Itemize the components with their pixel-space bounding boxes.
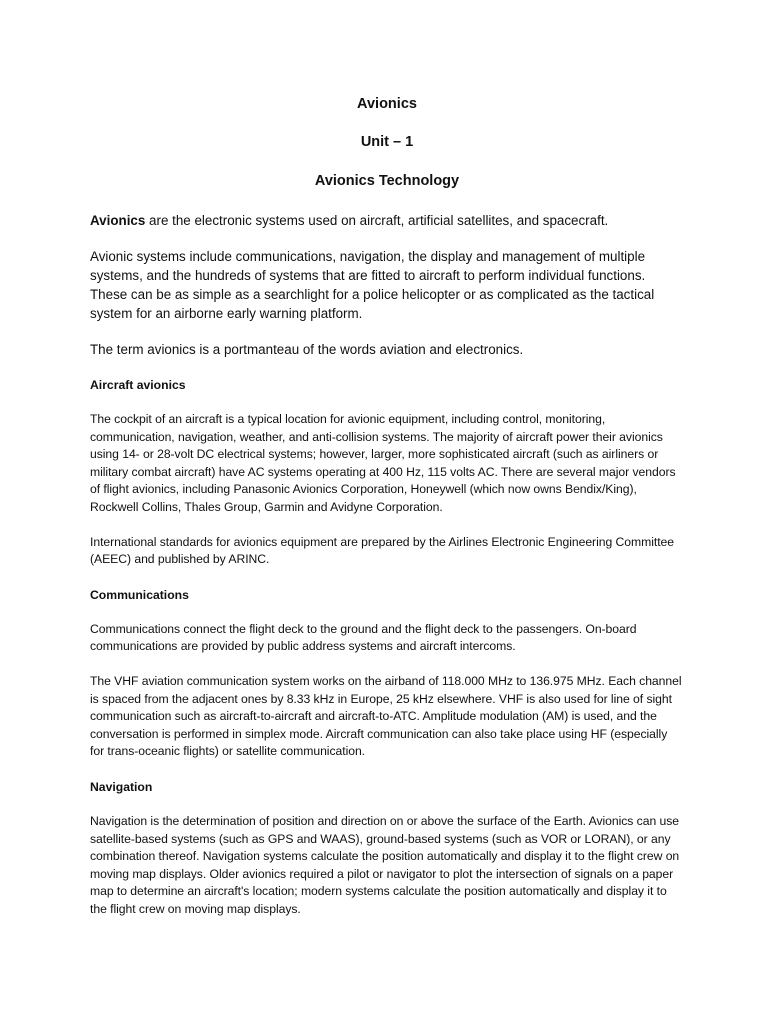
document-page: [90, 94, 684, 935]
intro-paragraph: [90, 211, 684, 230]
navigation-heading: Navigation: [90, 779, 153, 794]
aircraft-avionics-paragraph-1: The cockpit of an aircraft is a typical location for avionic equipment, including control, monitoring, communication, navigation, weather, and anti-collision systems. The majority of aircraft power their avionics using 14- or 28-volt DC electrical systems; however, larger, more sophisticated aircraft (such as airliners or military combat aircraft) have AC systems operating at 400 Hz, 115 volts AC. There are several major vendors of flight avionics, including Panasonic Avionics Corporation, Honeywell (which now owns Bendix/King), Rockwell Collins, Thales Group, Garmin and Avidyne Corporation.: [90, 412, 676, 514]
portmanteau-paragraph: The term avionics is a portmanteau of the words aviation and electronics.: [90, 342, 524, 357]
aircraft-avionics-paragraph-2: International standards for avionics equipment are prepared by the Airlines Electronic Engineering Committee (AEEC) and published by ARINC.: [90, 534, 674, 567]
systems-paragraph: Avionic systems include communications, navigation, the display and management of multiple systems, and the hundreds of systems that are fitted to aircraft to perform individual functions. These can be as simple as a searchlight for a police helicopter or as complicated as the tactical system for an airborne early warning platform.: [90, 249, 655, 321]
document-title: Avionics: [357, 96, 417, 112]
navigation-paragraph-1: Navigation is the determination of position and direction on or above the surface of the Earth. Avionics can use satellite-based systems (such as GPS and WAAS), ground-based systems (such as VOR or LORAN), or any combination thereof. Navigation systems calculate the position automatically and display it to the flight crew on moving map displays. Older avionics required a pilot or navigator to plot the intersection of signals on a paper map to determine an aircraft's location; modern systems calculate the position automatically and display it to the flight crew on moving map displays.: [90, 813, 680, 916]
title-block: [90, 94, 684, 191]
communications-paragraph-2: The VHF aviation communication system works on the airband of 118.000 MHz to 136.975 MHz. Each channel is spaced from the adjacent ones by 8.33 kHz in Europe, 25 kHz elsewhere. VHF is also used for line of sight communication such as aircraft-to-aircraft and aircraft-to-ATC. Amplitude modulation (AM) is used, and the conversation is performed in simplex mode. Aircraft communication can also take place using HF (especially for trans-oceanic flights) or satellite communication.: [90, 673, 682, 759]
topic-title: Avionics Technology: [314, 173, 460, 189]
communications-paragraph-1: Communications connect the flight deck to the ground and the flight deck to the passengers. On-board communications are provided by public address systems and aircraft intercoms.: [90, 621, 637, 654]
unit-title: Unit – 1: [360, 134, 414, 150]
communications-heading: Communications: [90, 587, 189, 602]
intro-text: are the electronic systems used on aircraft, artificial satellites, and spacecraft.: [145, 213, 609, 228]
intro-term: Avionics: [90, 213, 146, 228]
aircraft-avionics-heading: Aircraft avionics: [90, 378, 186, 392]
